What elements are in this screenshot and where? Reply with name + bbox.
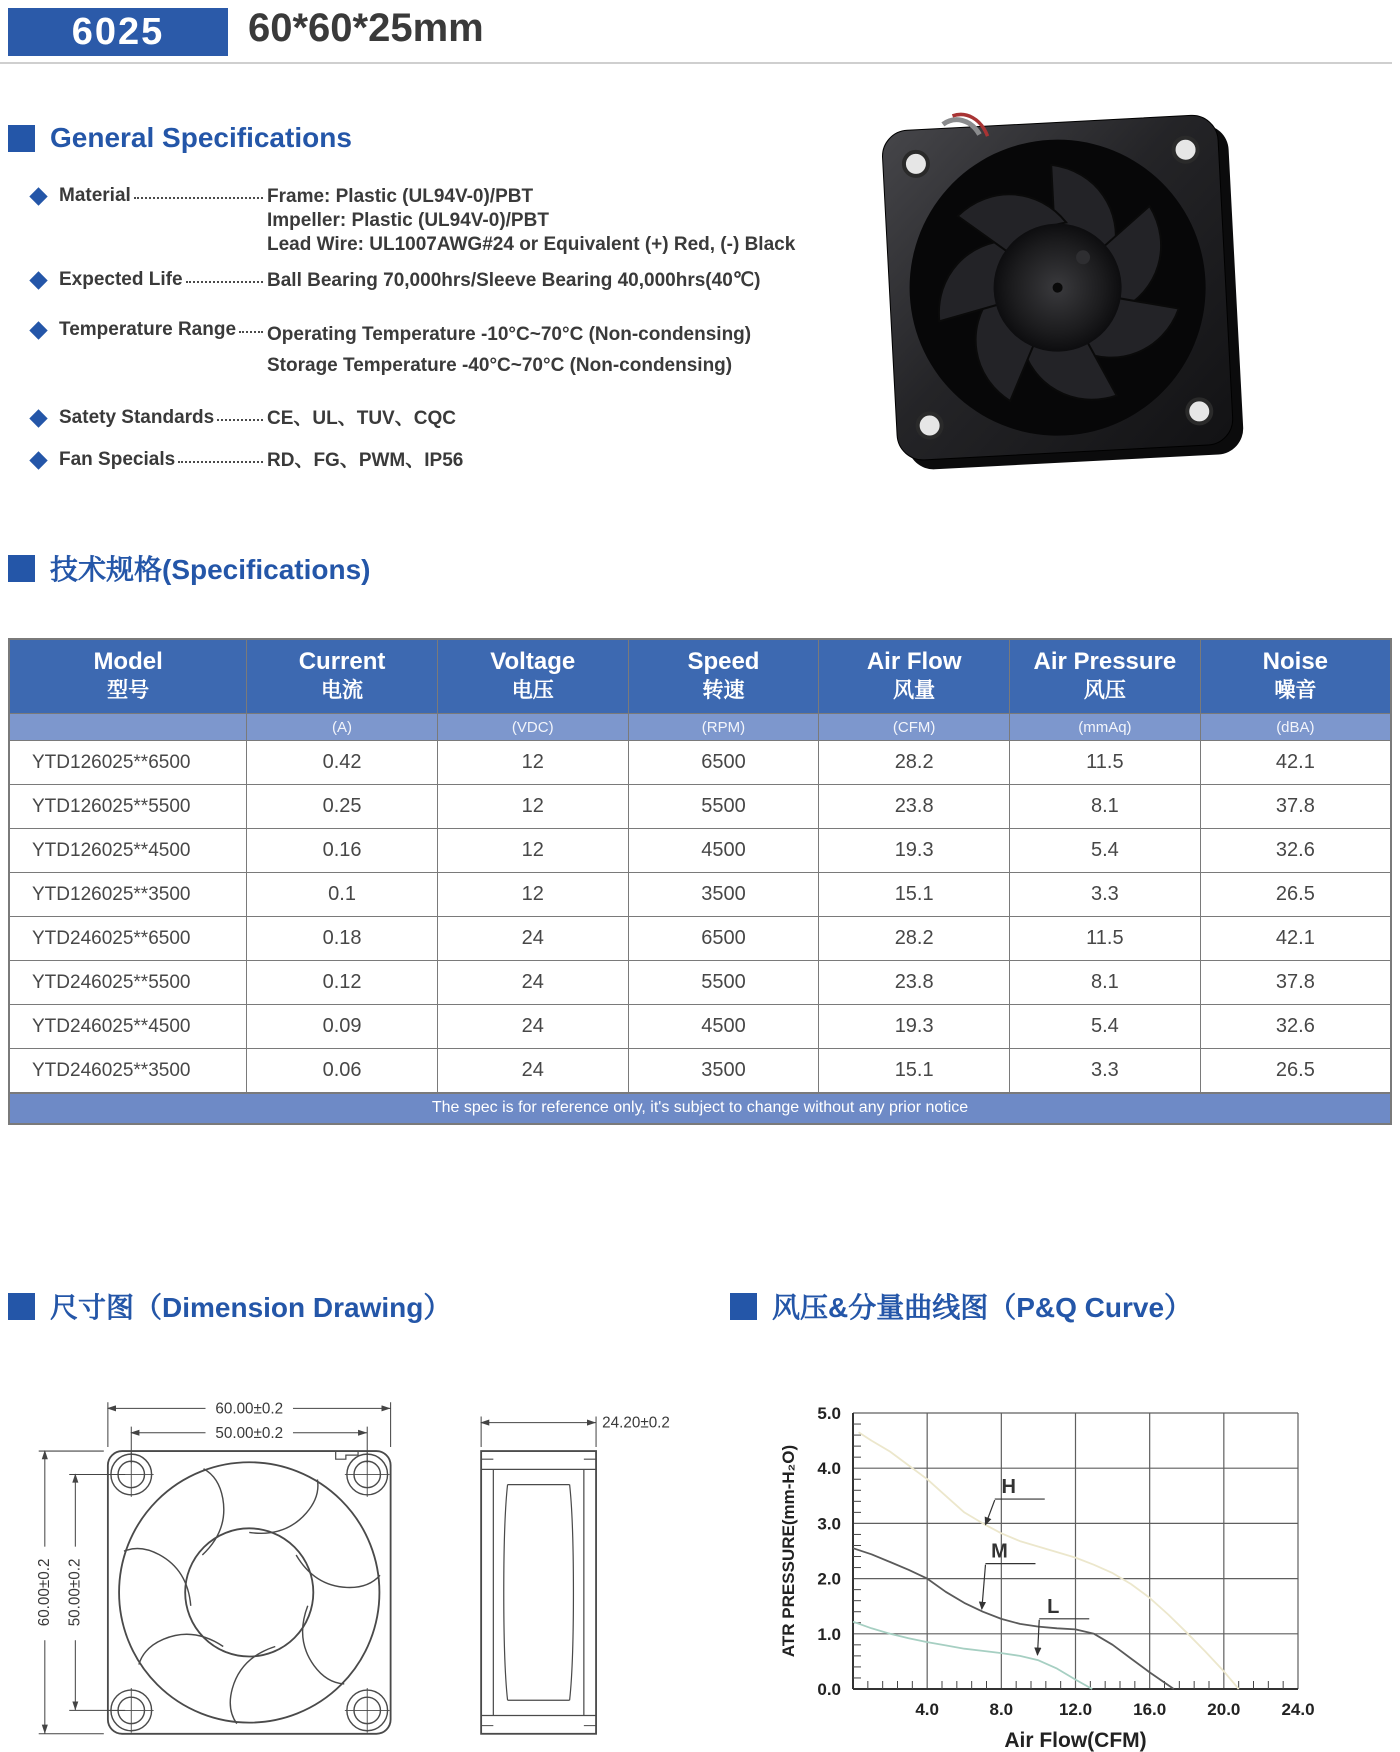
value-cell: 37.8 (1200, 785, 1391, 829)
column-header (437, 639, 628, 714)
column-unit: (CFM) (819, 714, 1010, 741)
column-header-zh: 风量 (893, 679, 936, 702)
value-cell: 12 (437, 873, 628, 917)
value-cell: 6500 (628, 741, 819, 785)
value-cell: 11.5 (1010, 917, 1201, 961)
value-cell: 24 (437, 961, 628, 1005)
spec-table (8, 638, 1392, 1094)
dotted-leader (178, 449, 263, 463)
column-header (9, 639, 247, 714)
x-tick-label: 8.0 (989, 1700, 1014, 1719)
spec-label: Temperature Range (59, 319, 237, 340)
column-unit: (dBA) (1200, 714, 1391, 741)
heading-text: 风压&分量曲线图（P&Q Curve） (772, 1292, 1193, 1323)
size-title: 60*60*25mm (248, 6, 484, 50)
pq-curve-chart (778, 1393, 1346, 1752)
diamond-bullet-icon (29, 271, 47, 289)
value-cell: 24 (437, 1049, 628, 1094)
dotted-leader (186, 269, 263, 283)
heading-square-icon (730, 1293, 757, 1320)
spec-value: Frame: Plastic (UL94V-0)/PBT (267, 186, 534, 207)
value-cell: 5500 (628, 961, 819, 1005)
model-cell: YTD246025**5500 (9, 961, 247, 1005)
value-cell: 0.16 (247, 829, 438, 873)
value-cell: 12 (437, 785, 628, 829)
value-cell: 37.8 (1200, 961, 1391, 1005)
value-cell: 24 (437, 917, 628, 961)
model-cell: YTD126025**5500 (9, 785, 247, 829)
heading-text: General Specifications (50, 122, 352, 153)
y-tick-label: 4.0 (817, 1459, 841, 1479)
value-cell: 0.06 (247, 1049, 438, 1094)
y-axis-title: ATR PRESSURE(mm-H₂O) (779, 1444, 798, 1658)
dim-hole-pitch-v-label: 50.00±0.2 (66, 1558, 84, 1627)
side-view (481, 1451, 596, 1734)
column-unit (9, 714, 247, 741)
curve-M (853, 1548, 1174, 1689)
spec-values (267, 319, 751, 381)
spec-value: RD、FG、PWM、IP56 (267, 450, 464, 471)
spec-label: Material (59, 185, 131, 206)
value-cell: 24 (437, 1005, 628, 1049)
table-footnote: The spec is for reference only, it's subject to change without any prior notice (8, 1094, 1392, 1125)
dimension-drawing-heading (8, 1286, 451, 1326)
spec-label-wrap (59, 269, 267, 291)
page-header (0, 0, 1392, 64)
x-tick-label: 24.0 (1281, 1700, 1315, 1719)
value-cell: 0.42 (247, 741, 438, 785)
model-cell: YTD246025**6500 (9, 917, 247, 961)
model-cell: YTD126025**6500 (9, 741, 247, 785)
value-cell: 6500 (628, 917, 819, 961)
table-row (9, 1049, 1391, 1094)
spec-item (30, 185, 845, 257)
table-unit-row (9, 714, 1391, 741)
column-header-en: Voltage (490, 648, 576, 675)
value-cell: 8.1 (1010, 785, 1201, 829)
spec-value: Impeller: Plastic (UL94V-0)/PBT (267, 210, 549, 231)
y-tick-label: 3.0 (817, 1514, 841, 1534)
dotted-leader (134, 185, 263, 199)
column-header-zh: 转速 (702, 679, 745, 702)
value-cell: 15.1 (819, 1049, 1010, 1094)
table-row (9, 785, 1391, 829)
spec-values (267, 407, 456, 431)
label-leader (982, 1565, 986, 1609)
dimension-lines (39, 1402, 596, 1734)
dimension-drawing (18, 1388, 690, 1746)
value-cell: 26.5 (1200, 1049, 1391, 1094)
value-cell: 5.4 (1010, 1005, 1201, 1049)
x-tick-label: 12.0 (1058, 1700, 1093, 1719)
spec-label: Satety Standards (59, 407, 215, 428)
column-header (247, 639, 438, 714)
model-cell: YTD126025**4500 (9, 829, 247, 873)
column-header-en: Current (298, 648, 386, 675)
specifications-heading (8, 548, 370, 588)
model-cell: YTD246025**4500 (9, 1005, 247, 1049)
x-tick-label: 16.0 (1133, 1700, 1167, 1719)
dotted-leader (239, 319, 263, 333)
spec-item (30, 269, 845, 293)
diamond-bullet-icon (29, 187, 47, 205)
column-header-zh: 型号 (107, 679, 150, 702)
spec-values (267, 449, 463, 473)
value-cell: 0.1 (247, 873, 438, 917)
spec-label: Fan Specials (59, 449, 176, 470)
dim-depth-label: 24.20±0.2 (602, 1414, 670, 1432)
label-leader (1037, 1620, 1039, 1655)
table-row (9, 917, 1391, 961)
table-row (9, 829, 1391, 873)
table-row (9, 1005, 1391, 1049)
y-tick-label: 2.0 (817, 1569, 841, 1589)
spec-label-wrap (59, 407, 267, 429)
value-cell: 5.4 (1010, 829, 1201, 873)
column-header-zh: 风压 (1083, 679, 1126, 702)
table-row (9, 961, 1391, 1005)
mounting-holes (111, 1454, 388, 1731)
column-header (1010, 639, 1201, 714)
dim-height-label: 60.00±0.2 (35, 1558, 53, 1627)
column-unit: (RPM) (628, 714, 819, 741)
spec-value: Operating Temperature -10°C~70°C (Non-condensing) (267, 324, 752, 345)
curve-H (859, 1432, 1239, 1689)
curve-label-L: L (1047, 1595, 1060, 1618)
table-header-row (9, 639, 1391, 714)
value-cell: 32.6 (1200, 829, 1391, 873)
heading-text: 技术规格(Specifications) (50, 554, 371, 585)
column-header-zh: 噪音 (1274, 679, 1317, 702)
column-header-zh: 电流 (321, 679, 364, 702)
value-cell: 23.8 (819, 961, 1010, 1005)
heading-square-icon (8, 125, 35, 152)
x-axis-title: Air Flow(CFM) (1004, 1729, 1147, 1752)
value-cell: 26.5 (1200, 873, 1391, 917)
diamond-bullet-icon (29, 451, 47, 469)
value-cell: 0.25 (247, 785, 438, 829)
heading-square-icon (8, 555, 35, 582)
column-header-en: Noise (1262, 648, 1329, 675)
spec-value: Lead Wire: UL1007AWG#24 or Equivalent (+) Red, (-) Black (267, 234, 796, 255)
diamond-bullet-icon (29, 409, 47, 427)
spec-value: Ball Bearing 70,000hrs/Sleeve Bearing 40,000hrs(40℃) (267, 270, 761, 291)
heading-square-icon (8, 1293, 35, 1320)
spec-table-wrap (8, 638, 1392, 1125)
column-header (1200, 639, 1391, 714)
x-tick-label: 4.0 (915, 1700, 939, 1719)
spec-label-wrap (59, 449, 267, 471)
model-cell: YTD246025**3500 (9, 1049, 247, 1094)
value-cell: 42.1 (1200, 741, 1391, 785)
spec-label-wrap (59, 185, 267, 207)
spec-value: Storage Temperature -40°C~70°C (Non-condensing) (267, 355, 733, 376)
curve-L (853, 1622, 1092, 1689)
table-row (9, 873, 1391, 917)
general-spec-list (30, 185, 845, 499)
spec-item (30, 449, 845, 473)
value-cell: 23.8 (819, 785, 1010, 829)
y-tick-label: 5.0 (817, 1404, 841, 1423)
y-tick-label: 1.0 (817, 1624, 841, 1644)
value-cell: 19.3 (819, 1005, 1010, 1049)
column-unit: (mmAq) (1010, 714, 1201, 741)
spec-item (30, 407, 845, 431)
heading-text: 尺寸图（Dimension Drawing） (50, 1292, 452, 1323)
pq-curve-heading (730, 1286, 1192, 1326)
column-header-en: Model (93, 648, 163, 675)
value-cell: 3.3 (1010, 873, 1201, 917)
value-cell: 28.2 (819, 741, 1010, 785)
value-cell: 11.5 (1010, 741, 1201, 785)
spec-value: CE、UL、TUV、CQC (267, 408, 456, 429)
value-cell: 0.12 (247, 961, 438, 1005)
value-cell: 12 (437, 829, 628, 873)
value-cell: 15.1 (819, 873, 1010, 917)
column-header (819, 639, 1010, 714)
column-unit: (A) (247, 714, 438, 741)
column-header-en: Air Flow (866, 648, 962, 675)
value-cell: 0.09 (247, 1005, 438, 1049)
model-badge: 6025 (8, 8, 228, 56)
value-cell: 19.3 (819, 829, 1010, 873)
y-tick-label: 0.0 (817, 1680, 841, 1699)
x-tick-label: 20.0 (1207, 1700, 1241, 1719)
front-view (108, 1451, 391, 1734)
spec-values (267, 185, 795, 257)
value-cell: 3500 (628, 1049, 819, 1094)
curve-label-M: M (991, 1540, 1008, 1563)
value-cell: 5500 (628, 785, 819, 829)
fan-product-photo (858, 100, 1282, 480)
value-cell: 0.18 (247, 917, 438, 961)
table-row (9, 741, 1391, 785)
model-cell: YTD126025**3500 (9, 873, 247, 917)
column-unit: (VDC) (437, 714, 628, 741)
diamond-bullet-icon (29, 321, 47, 339)
hole-crosshairs (109, 1452, 390, 1733)
value-cell: 12 (437, 741, 628, 785)
value-cell: 28.2 (819, 917, 1010, 961)
spec-item (30, 319, 845, 381)
dim-width-label: 60.00±0.2 (215, 1400, 284, 1418)
spec-label: Expected Life (59, 269, 183, 290)
value-cell: 32.6 (1200, 1005, 1391, 1049)
dotted-leader (217, 407, 263, 421)
value-cell: 3.3 (1010, 1049, 1201, 1094)
column-header-zh: 电压 (511, 679, 554, 702)
value-cell: 3500 (628, 873, 819, 917)
value-cell: 42.1 (1200, 917, 1391, 961)
value-cell: 4500 (628, 1005, 819, 1049)
curve-label-H: H (1001, 1476, 1016, 1499)
value-cell: 8.1 (1010, 961, 1201, 1005)
column-header-en: Air Pressure (1033, 648, 1177, 675)
label-leader (986, 1500, 995, 1524)
value-cell: 4500 (628, 829, 819, 873)
column-header (628, 639, 819, 714)
column-header-en: Speed (687, 648, 760, 675)
dim-hole-pitch-h-label: 50.00±0.2 (215, 1424, 284, 1442)
spec-label-wrap (59, 319, 267, 341)
general-specifications-heading (8, 122, 352, 154)
spec-values (267, 269, 760, 293)
